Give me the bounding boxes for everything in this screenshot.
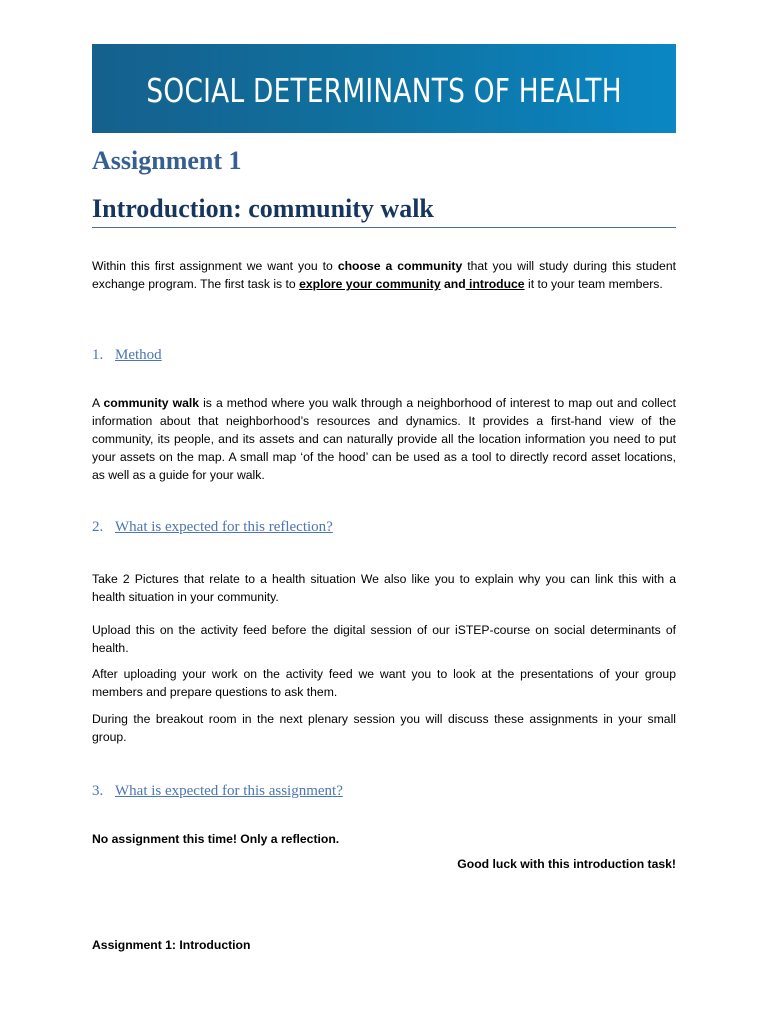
- assignment-heading: Assignment 1: [92, 146, 242, 175]
- reflection-paragraph-2: Upload this on the activity feed before the digital session of our iSTEP-course on social determinants of health.: [92, 623, 676, 655]
- assignment-text: No assignment this time! Only a reflection.: [92, 832, 340, 846]
- reflection-paragraph-4: During the breakout room in the next plenary session you will discuss these assignments in your small group.: [92, 712, 676, 744]
- intro-introduce-link: introduce: [465, 277, 525, 291]
- section-title: What is expected for this assignment?: [115, 783, 343, 799]
- method-text-2: is a method where you walk through a neighborhood of interest to map out and collect information about that neighborhood’s resources and dynamics. It provides a first-hand view of the community, its people, and its assets and can naturally provide all the location information you need to put your assets on the map. A small map ‘of the hood’ can be used as a tool to directly record asset locations, as well as a guide for your walk.: [92, 396, 676, 482]
- section-reflection-heading: [92, 519, 333, 536]
- intro-bold-community: choose a community: [337, 259, 463, 273]
- section-number: 3.: [92, 783, 104, 799]
- intro-heading: Introduction: community walk: [92, 194, 434, 223]
- reflection-paragraph-3: After uploading your work on the activity feed we want you to look at the presentations of your group members and prepare questions to ask them.: [92, 667, 676, 699]
- intro-text-1: Within this first assignment we want you to: [92, 259, 338, 273]
- section-title: Method: [115, 347, 162, 363]
- intro-text-4: it to your team members.: [524, 277, 663, 291]
- section-number: 2.: [92, 519, 104, 535]
- heading-underline: [92, 227, 676, 228]
- intro-paragraph: [92, 257, 676, 293]
- method-text-1: A: [92, 396, 104, 410]
- intro-text-3: and: [440, 277, 466, 291]
- banner-title: SOCIAL DETERMINANTS OF HEALTH: [146, 71, 622, 110]
- closing-text: Good luck with this introduction task!: [457, 857, 676, 871]
- section-method-heading: [92, 347, 162, 364]
- section-number: 1.: [92, 347, 104, 363]
- section-assignment-heading: [92, 783, 343, 800]
- reflection-paragraph-1: Take 2 Pictures that relate to a health situation We also like you to explain why you can link this with a health situation in your community.: [92, 572, 676, 604]
- method-paragraph: [92, 394, 676, 484]
- header-banner: [92, 44, 676, 133]
- section-title: What is expected for this reflection?: [115, 519, 333, 535]
- intro-explore-link: explore your community: [299, 277, 441, 291]
- method-bold-term: community walk: [103, 396, 200, 410]
- intro-text-2: that you will study during this student exchange program. The first task is to: [92, 259, 677, 291]
- page-footer: Assignment 1: Introduction: [92, 938, 251, 952]
